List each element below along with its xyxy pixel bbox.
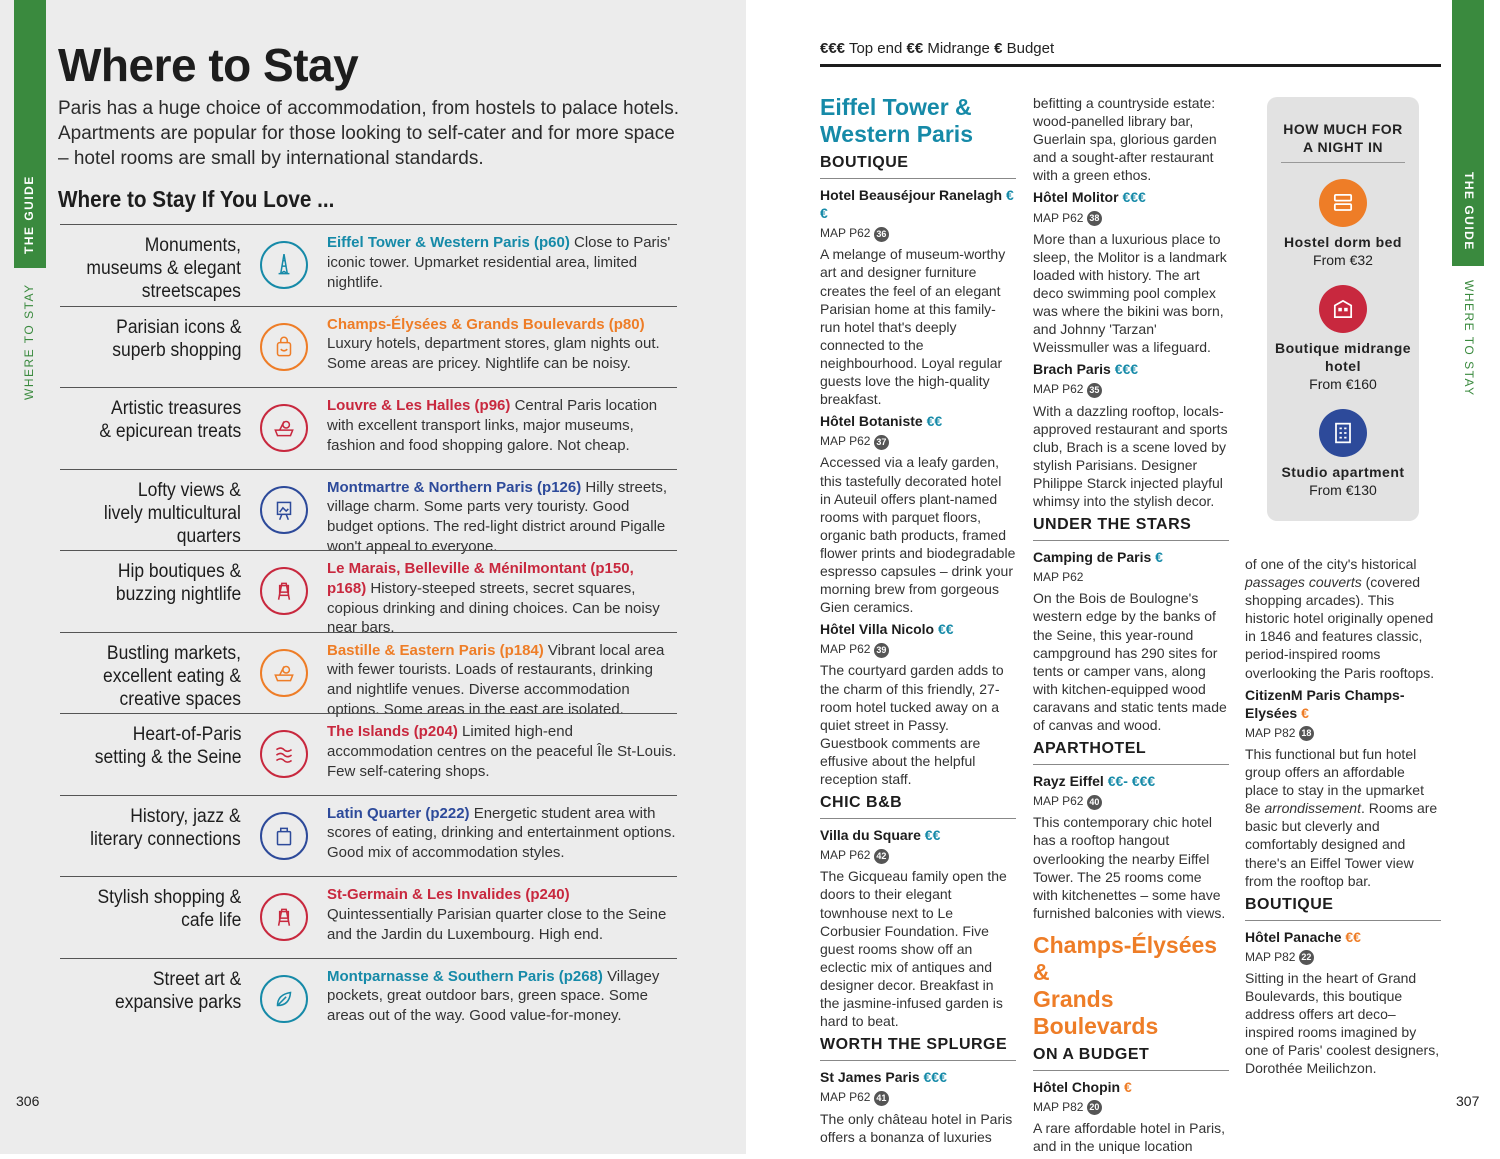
row-description: Eiffel Tower & Western Paris (p60) Close to Paris' iconic tower. Upmarket residential area, limited nightlife. bbox=[327, 234, 671, 291]
hotel-description: This contemporary chic hotel has a rooftop hangout overlooking the nearby Eiffel Tower. The 25 rooms come with kitchenettes – some have furnished balconies with views. bbox=[1033, 814, 1226, 921]
row-description: Louvre & Les Halles (p96) Central Paris location with excellent transport links, major museums, fashion and food shopping galore. Not cheap. bbox=[327, 397, 658, 454]
books-icon bbox=[260, 812, 308, 860]
map-pin-icon: 37 bbox=[874, 435, 889, 450]
neighbourhood-link[interactable]: Le Marais, Belleville & Ménilmontant (p150, p168) bbox=[327, 560, 634, 597]
row-description: Montmartre & Northern Paris (p126) Hilly streets, village charm. Some parts very touristy. Good budget options. The red-light district around Pigalle won't appeal to everyone. bbox=[327, 478, 668, 555]
accommodation-price: From €32 bbox=[1313, 252, 1373, 268]
row-interest-label: Parisian icons & superb shopping bbox=[111, 316, 241, 361]
left-page bbox=[0, 0, 746, 1154]
accommodation-type: Hostel dorm bed bbox=[1284, 234, 1402, 250]
hotel-description: A rare affordable hotel in Paris, and in the unique location bbox=[1033, 1120, 1225, 1155]
row-interest-label: Monuments, museums & elegant streetscapes bbox=[86, 235, 241, 302]
category-heading: CHIC B&B bbox=[820, 794, 1016, 819]
leaf-icon bbox=[260, 975, 308, 1023]
category-heading: BOUTIQUE bbox=[820, 154, 1016, 179]
legend-budget-symbol: € bbox=[994, 40, 1003, 57]
page-number-left: 306 bbox=[16, 1093, 40, 1109]
neighbourhood-link[interactable]: Louvre & Les Halles (p96) bbox=[327, 397, 511, 414]
area-title-eiffel: Eiffel Tower & Western Paris bbox=[820, 94, 973, 147]
accommodation-type: Studio apartment bbox=[1281, 464, 1405, 480]
map-reference: MAP P62 41 bbox=[820, 1088, 1016, 1106]
hotel-description: With a dazzling rooftop, locals-approved restaurant and sports club, Brach is a scene loved by stylish Parisians. Designer Philippe Starck injected playful whimsy into the stylish decor. bbox=[1033, 402, 1228, 509]
hotel-name: Hôtel Villa Nicolo €€ bbox=[820, 621, 954, 638]
legend-mid-text: Midrange bbox=[927, 40, 990, 57]
map-reference: MAP P82 18 bbox=[1245, 724, 1441, 742]
legend-top-symbol: €€€ bbox=[820, 40, 846, 57]
neighbourhood-row bbox=[60, 632, 677, 718]
section-label-right: WHERE TO STAY bbox=[1462, 280, 1476, 397]
night-price-item bbox=[1267, 409, 1419, 499]
row-interest-label: Bustling markets, excellent eating & creative spaces bbox=[103, 642, 241, 710]
price-legend bbox=[820, 40, 1054, 57]
hotel-description: The Gicqueau family open the doors to their elegant townhouse next to Le Corbusier Foundation. Five guest rooms show off an eclectic mix of antiques and designer decor. Breakfast in the jasmine-infused garden is hard to beat. bbox=[820, 868, 1007, 1030]
row-description: Bastille & Eastern Paris (p184) Vibrant local area with fewer tourists. Loads of restaurants, drinking and nightlife venues. Diverse accommodation options. Some areas in the east are isolated. bbox=[327, 641, 665, 718]
hotel-description: A melange of museum-worthy art and designer furniture creates the feel of an elegant Parisian home at this family-run hotel that's deeply connected to the neighbourhood. Loyal regular guests love the high-quality breakfast. bbox=[820, 246, 1006, 408]
neighbourhood-row bbox=[60, 306, 677, 388]
hotel-name: Brach Paris €€€ bbox=[1033, 361, 1139, 378]
row-interest-label: Stylish shopping & cafe life bbox=[97, 887, 241, 931]
category-heading: BOUTIQUE bbox=[1245, 896, 1441, 921]
neighbourhood-row bbox=[60, 469, 677, 555]
hotel-description: On the Bois de Boulogne's western edge by the banks of the Seine, this year-round campground has 290 sites for tents or camper vans, along with kitchen-equipped wood caravans and static tents made of canvas and wood. bbox=[1033, 590, 1227, 733]
hotel-name: Hotel Beauséjour Ranelagh €€ bbox=[820, 187, 1014, 222]
neighbourhood-link[interactable]: Latin Quarter (p222) bbox=[327, 804, 470, 822]
category-heading: ON A BUDGET bbox=[1033, 1046, 1229, 1071]
hotel-name: Hôtel Botaniste €€ bbox=[820, 413, 943, 430]
row-description: Le Marais, Belleville & Ménilmontant (p150, p168) History-steeped streets, secret squares, copious drinking and dining choices. Can be noisy near bars. bbox=[327, 560, 660, 637]
night-box-title: HOW MUCH FOR A NIGHT IN bbox=[1281, 120, 1405, 163]
accommodation-price: From €160 bbox=[1309, 376, 1377, 392]
column-1 bbox=[820, 94, 1016, 1150]
food-plate-icon bbox=[260, 404, 308, 452]
legend-divider bbox=[820, 64, 1441, 67]
neighbourhood-row bbox=[60, 387, 677, 469]
hotel-description-continued: befitting a countryside estate: wood-panelled library bar, Guerlain spa, glorious garden and a sought-after restaurant with a green ethos. bbox=[1033, 95, 1217, 184]
row-interest-label: Artistic treasures & epicurean treats bbox=[99, 398, 241, 442]
intro-paragraph: Paris has a huge choice of accommodation, from hostels to palace hotels. Apartments are popular for those looking to self-cater and for more space – hotel rooms are small by international standards. bbox=[58, 98, 680, 169]
hotel-name: Hôtel Molitor €€€ bbox=[1033, 189, 1146, 206]
hotel-description: The only château hotel in Paris offers a bonanza of luxuries bbox=[820, 1110, 1013, 1145]
river-icon bbox=[260, 730, 308, 778]
map-pin-icon: 22 bbox=[1299, 950, 1314, 965]
map-pin-icon: 35 bbox=[1087, 383, 1102, 398]
map-pin-icon: 20 bbox=[1087, 1100, 1102, 1115]
sign-board-icon bbox=[260, 893, 308, 941]
bunk-bed-icon bbox=[1319, 179, 1367, 227]
neighbourhood-link[interactable]: St-Germain & Les Invalides (p240) bbox=[327, 886, 570, 903]
row-description: Latin Quarter (p222) Energetic student area with scores of eating, drinking and entertainment options. Good mix of accommodation styles. bbox=[327, 804, 676, 862]
night-price-item bbox=[1267, 285, 1419, 393]
hotel-name: Camping de Paris € bbox=[1033, 549, 1163, 566]
neighbourhood-row bbox=[60, 795, 677, 877]
neighbourhood-row bbox=[60, 224, 677, 306]
row-interest-label: Street art & expansive parks bbox=[114, 968, 241, 1013]
apartment-building-icon bbox=[1319, 409, 1367, 457]
map-reference: MAP P62 40 bbox=[1033, 792, 1229, 810]
row-description: Champs-Élysées & Grands Boulevards (p80) Luxury hotels, department stores, glam nights out. Some areas are pricey. Nightlife can be noisy. bbox=[327, 315, 660, 373]
row-interest-label: Lofty views & lively multicultural quarters bbox=[104, 479, 241, 547]
neighbourhood-link[interactable]: Champs-Élysées & Grands Boulevards (p80) bbox=[327, 315, 645, 333]
category-heading: APARTHOTEL bbox=[1033, 740, 1229, 765]
category-heading: UNDER THE STARS bbox=[1033, 516, 1229, 541]
shopping-bag-icon bbox=[260, 323, 308, 371]
row-interest-label: Hip boutiques & buzzing nightlife bbox=[115, 561, 241, 605]
row-description: Montparnasse & Southern Paris (p268) Villagey pockets, great outdoor bars, green space. Some areas out of the way. Good value-for-money. bbox=[327, 967, 660, 1025]
legend-mid-symbol: €€ bbox=[906, 40, 924, 57]
row-interest-label: Heart-of-Paris setting & the Seine bbox=[94, 724, 241, 768]
neighbourhood-row bbox=[60, 876, 677, 958]
night-price-item bbox=[1267, 179, 1419, 269]
neighbourhood-row bbox=[60, 550, 677, 637]
easel-painting-icon bbox=[260, 486, 308, 534]
map-reference: MAP P62 38 bbox=[1033, 209, 1229, 227]
map-reference: MAP P62 39 bbox=[820, 640, 1016, 658]
night-box-items bbox=[1267, 179, 1419, 499]
hotel-description-continued: of one of the city's historical passages couverts (covered shopping arcades). This historic hotel originally opened in 1846 and features classic, period-inspired rooms overlooking the Paris rooftops. bbox=[1245, 556, 1435, 681]
neighbourhood-row bbox=[60, 958, 677, 1040]
neighbourhood-link[interactable]: Eiffel Tower & Western Paris (p60) bbox=[327, 234, 570, 251]
area-title-champs: Champs-Élysées & Grands Boulevards bbox=[1033, 931, 1218, 1039]
food-plate-icon bbox=[260, 649, 308, 697]
map-reference: MAP P62 35 bbox=[1033, 380, 1229, 398]
map-pin-icon: 18 bbox=[1299, 726, 1314, 741]
row-description: The Islands (p204) Limited high-end accommodation centres on the peaceful Île St-Louis. Few self-catering shops. bbox=[327, 723, 677, 780]
neighbourhood-row bbox=[60, 713, 677, 795]
section-label: WHERE TO STAY bbox=[22, 283, 36, 400]
hotel-name: Hôtel Chopin € bbox=[1033, 1079, 1132, 1096]
accommodation-type: Boutique midrange hotel bbox=[1274, 340, 1412, 374]
hotel-description: Sitting in the heart of Grand Boulevards, this boutique address offers art deco–inspired rooms imagined by one of Paris' coolest designers, Dorothée Meilichzon. bbox=[1245, 969, 1440, 1077]
section-subtitle: Where to Stay If You Love ... bbox=[58, 186, 335, 212]
hotel-description: This functional but fun hotel group offers an affordable place to stay in the upmarket 8e arrondissement. Rooms are basic but cleverly and comfortably designed and there's an Eiffel Tower view from the rooftop bar. bbox=[1245, 745, 1438, 889]
map-reference: MAP P62 36 bbox=[820, 224, 1016, 242]
eiffel-tower-icon bbox=[260, 241, 308, 289]
guide-tab-label-right: THE GUIDE bbox=[1462, 172, 1476, 251]
category-heading: WORTH THE SPLURGE bbox=[820, 1036, 1016, 1061]
map-pin-icon: 39 bbox=[874, 643, 889, 658]
neighbourhood-link[interactable]: Montmartre & Northern Paris (p126) bbox=[327, 478, 582, 496]
hotel-description: More than a luxurious place to sleep, the Molitor is a landmark loaded with history. The art deco swimming pool complex was where the bikini was born, and Johnny 'Tarzan' Weissmuller was a lifeguard. bbox=[1033, 230, 1227, 356]
neighbourhood-link[interactable]: The Islands (p204) bbox=[327, 723, 458, 740]
guide-tab-label: THE GUIDE bbox=[22, 175, 36, 254]
column-3 bbox=[1245, 555, 1441, 1082]
accommodation-price: From €130 bbox=[1309, 482, 1377, 498]
sign-board-icon bbox=[260, 567, 308, 615]
hotel-building-icon bbox=[1319, 285, 1367, 333]
map-pin-icon: 40 bbox=[1087, 795, 1102, 810]
map-pin-icon: 36 bbox=[874, 227, 889, 242]
page-title: Where to Stay bbox=[58, 39, 359, 91]
legend-top-text: Top end bbox=[848, 40, 903, 57]
column-2 bbox=[1033, 94, 1229, 1159]
map-pin-icon: 38 bbox=[1087, 211, 1102, 226]
row-description: St-Germain & Les Invalides (p240) Quintessentially Parisian quarter close to the Seine and the Jardin du Luxembourg. High end. bbox=[327, 886, 667, 943]
hotel-name: CitizenM Paris Champs-Elysées € bbox=[1245, 686, 1405, 721]
hotel-description: The courtyard garden adds to the charm of this friendly, 27-room hotel tucked away on a quiet street in Passy. Guestbook comments are effusive about the helpful reception staff. bbox=[820, 662, 1004, 787]
map-reference: MAP P62 42 bbox=[820, 846, 1016, 864]
map-pin-icon: 41 bbox=[874, 1091, 889, 1106]
map-reference: MAP P62 bbox=[1033, 570, 1084, 585]
page-number-right: 307 bbox=[1456, 1093, 1480, 1109]
price-per-night-box bbox=[1267, 97, 1419, 521]
hotel-name: Rayz Eiffel €€- €€€ bbox=[1033, 773, 1156, 790]
neighbourhood-link[interactable]: Montparnasse & Southern Paris (p268) bbox=[327, 967, 603, 985]
legend-budget-text: Budget bbox=[1006, 40, 1055, 57]
hotel-description: Accessed via a leafy garden, this tastefully decorated hotel in Auteuil offers plant-named rooms with parquet floors, organic bath products, framed flower prints and biodegradable espresso capsules – drink your morning brew from gorgeous Gien ceramics. bbox=[820, 454, 1016, 616]
map-reference: MAP P82 20 bbox=[1033, 1098, 1229, 1116]
hotel-name: Hôtel Panache €€ bbox=[1245, 928, 1361, 945]
map-reference: MAP P82 22 bbox=[1245, 948, 1441, 966]
neighbourhood-list bbox=[60, 224, 677, 1039]
neighbourhood-link[interactable]: Bastille & Eastern Paris (p184) bbox=[327, 641, 544, 659]
map-pin-icon: 42 bbox=[874, 849, 889, 864]
map-reference: MAP P62 37 bbox=[820, 432, 1016, 450]
hotel-name: Villa du Square €€ bbox=[820, 827, 941, 844]
hotel-name: St James Paris €€€ bbox=[820, 1069, 947, 1086]
row-interest-label: History, jazz & literary connections bbox=[90, 805, 241, 850]
